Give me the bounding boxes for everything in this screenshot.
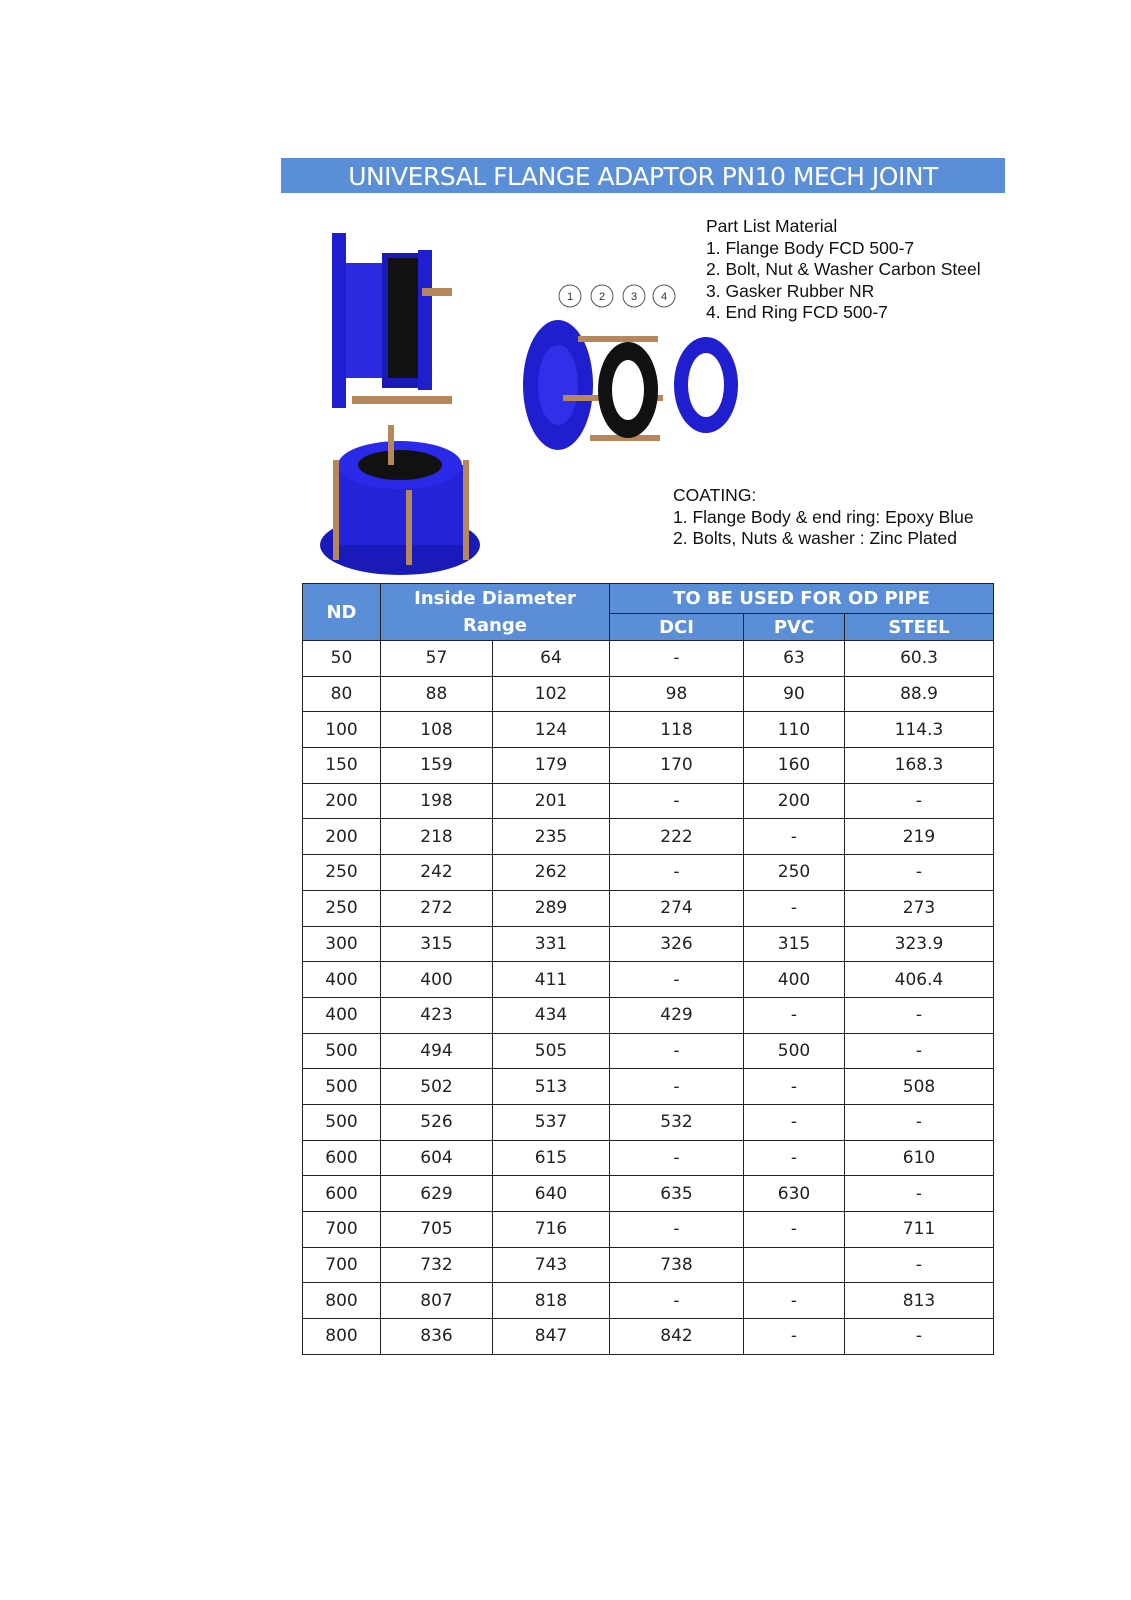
coating-item: 1. Flange Body & end ring: Epoxy Blue <box>673 506 974 527</box>
cell-pvc: - <box>744 1104 845 1140</box>
cell-id-max: 179 <box>493 748 610 784</box>
cell-steel: 60.3 <box>845 641 994 677</box>
cell-dci: - <box>610 1069 744 1105</box>
cell-pvc: - <box>744 1212 845 1248</box>
cell-id-min: 400 <box>381 962 493 998</box>
cell-pvc: 110 <box>744 712 845 748</box>
cell-id-max: 434 <box>493 997 610 1033</box>
cell-nd: 700 <box>303 1212 381 1248</box>
cell-pvc: 315 <box>744 926 845 962</box>
parts-list-heading: Part List Material <box>706 216 838 236</box>
cell-nd: 800 <box>303 1319 381 1355</box>
table-row <box>303 1319 994 1355</box>
header-steel: STEEL <box>845 614 994 641</box>
cell-pvc <box>744 1247 845 1283</box>
cell-pvc: - <box>744 1319 845 1355</box>
cell-id-min: 629 <box>381 1176 493 1212</box>
cell-dci: 429 <box>610 997 744 1033</box>
cell-pvc: 160 <box>744 748 845 784</box>
header-inside-diameter <box>381 584 610 641</box>
cell-id-min: 732 <box>381 1247 493 1283</box>
cell-dci: 98 <box>610 676 744 712</box>
parts-list-item: 4. End Ring FCD 500-7 <box>706 302 888 322</box>
table-row <box>303 1140 994 1176</box>
svg-text:4: 4 <box>660 291 668 303</box>
parts-list-item: 2. Bolt, Nut & Washer Carbon Steel <box>706 259 981 279</box>
cell-nd: 250 <box>303 855 381 891</box>
cell-pvc: - <box>744 1069 845 1105</box>
cell-nd: 50 <box>303 641 381 677</box>
cell-id-min: 88 <box>381 676 493 712</box>
cell-steel: - <box>845 1247 994 1283</box>
cell-pvc: 90 <box>744 676 845 712</box>
cell-pvc: - <box>744 1283 845 1319</box>
cell-pvc: 63 <box>744 641 845 677</box>
cell-id-max: 331 <box>493 926 610 962</box>
cell-id-max: 262 <box>493 855 610 891</box>
cell-dci: 635 <box>610 1176 744 1212</box>
cell-id-max: 505 <box>493 1033 610 1069</box>
cell-nd: 600 <box>303 1176 381 1212</box>
cell-pvc: 250 <box>744 855 845 891</box>
table-row <box>303 997 994 1033</box>
cell-pvc: 630 <box>744 1176 845 1212</box>
cell-dci: 222 <box>610 819 744 855</box>
cell-steel: 88.9 <box>845 676 994 712</box>
cell-dci: - <box>610 855 744 891</box>
header-od-pipe: TO BE USED FOR OD PIPE <box>610 584 994 614</box>
parts-list-item: 3. Gasker Rubber NR <box>706 280 875 301</box>
cell-steel: - <box>845 855 994 891</box>
flange-adaptor-assembled-image <box>318 420 483 578</box>
header-pvc: PVC <box>744 614 845 641</box>
cell-id-min: 272 <box>381 890 493 926</box>
cell-dci: - <box>610 783 744 819</box>
coating-list <box>673 485 974 550</box>
table-row <box>303 926 994 962</box>
cell-steel: 406.4 <box>845 962 994 998</box>
cell-steel: 711 <box>845 1212 994 1248</box>
cell-id-max: 818 <box>493 1283 610 1319</box>
cell-id-max: 847 <box>493 1319 610 1355</box>
header-inside-diameter-line1: Inside Diameter <box>414 588 576 609</box>
table-row <box>303 641 994 677</box>
cell-id-min: 198 <box>381 783 493 819</box>
cell-dci: 738 <box>610 1247 744 1283</box>
cell-id-min: 218 <box>381 819 493 855</box>
cell-id-max: 513 <box>493 1069 610 1105</box>
cell-id-min: 526 <box>381 1104 493 1140</box>
cell-id-min: 502 <box>381 1069 493 1105</box>
cell-nd: 200 <box>303 819 381 855</box>
cell-nd: 100 <box>303 712 381 748</box>
cell-steel: 813 <box>845 1283 994 1319</box>
cell-id-max: 411 <box>493 962 610 998</box>
cell-steel: - <box>845 1176 994 1212</box>
table-row <box>303 890 994 926</box>
parts-list <box>706 216 981 324</box>
svg-text:3: 3 <box>630 291 638 303</box>
cell-nd: 500 <box>303 1069 381 1105</box>
cell-dci: 274 <box>610 890 744 926</box>
cell-id-max: 235 <box>493 819 610 855</box>
parts-list-item: 1. Flange Body FCD 500-7 <box>706 237 915 258</box>
cell-pvc: - <box>744 890 845 926</box>
cell-pvc: 400 <box>744 962 845 998</box>
cell-dci: 842 <box>610 1319 744 1355</box>
cell-nd: 600 <box>303 1140 381 1176</box>
cell-steel: 273 <box>845 890 994 926</box>
table-row <box>303 1104 994 1140</box>
cell-steel: 219 <box>845 819 994 855</box>
cell-id-max: 64 <box>493 641 610 677</box>
cell-steel: - <box>845 1104 994 1140</box>
cell-id-max: 716 <box>493 1212 610 1248</box>
cell-id-max: 102 <box>493 676 610 712</box>
svg-text:1: 1 <box>566 291 574 303</box>
cell-id-min: 807 <box>381 1283 493 1319</box>
table-row <box>303 676 994 712</box>
coating-heading: COATING: <box>673 485 757 505</box>
cell-pvc: 200 <box>744 783 845 819</box>
cell-id-min: 705 <box>381 1212 493 1248</box>
cell-steel: 168.3 <box>845 748 994 784</box>
cell-id-min: 57 <box>381 641 493 677</box>
cell-steel: - <box>845 783 994 819</box>
cell-id-min: 315 <box>381 926 493 962</box>
cell-pvc: 500 <box>744 1033 845 1069</box>
cell-nd: 150 <box>303 748 381 784</box>
cell-id-max: 615 <box>493 1140 610 1176</box>
cell-steel: - <box>845 1319 994 1355</box>
cell-dci: 118 <box>610 712 744 748</box>
cell-nd: 400 <box>303 997 381 1033</box>
cell-id-max: 124 <box>493 712 610 748</box>
cell-id-max: 743 <box>493 1247 610 1283</box>
table-row <box>303 1176 994 1212</box>
svg-text:2: 2 <box>598 291 606 303</box>
cell-nd: 800 <box>303 1283 381 1319</box>
cell-pvc: - <box>744 819 845 855</box>
cell-id-max: 640 <box>493 1176 610 1212</box>
cell-nd: 300 <box>303 926 381 962</box>
table-row <box>303 748 994 784</box>
table-row <box>303 819 994 855</box>
cell-nd: 200 <box>303 783 381 819</box>
cell-id-min: 604 <box>381 1140 493 1176</box>
cell-id-min: 159 <box>381 748 493 784</box>
header-inside-diameter-line2: Range <box>463 615 527 636</box>
cell-pvc: - <box>744 997 845 1033</box>
header-dci: DCI <box>610 614 744 641</box>
cell-id-min: 836 <box>381 1319 493 1355</box>
cell-dci: - <box>610 1033 744 1069</box>
cell-pvc: - <box>744 1140 845 1176</box>
table-row <box>303 1033 994 1069</box>
cell-steel: 610 <box>845 1140 994 1176</box>
cell-steel: - <box>845 997 994 1033</box>
cell-nd: 250 <box>303 890 381 926</box>
cell-id-min: 494 <box>381 1033 493 1069</box>
cell-id-max: 289 <box>493 890 610 926</box>
cell-dci: - <box>610 1283 744 1319</box>
cell-id-max: 537 <box>493 1104 610 1140</box>
cell-id-max: 201 <box>493 783 610 819</box>
cell-id-min: 242 <box>381 855 493 891</box>
coating-item: 2. Bolts, Nuts & washer : Zinc Plated <box>673 528 958 548</box>
dimensions-table <box>302 583 994 1355</box>
cell-nd: 80 <box>303 676 381 712</box>
cell-dci: - <box>610 641 744 677</box>
cell-nd: 700 <box>303 1247 381 1283</box>
table-row <box>303 855 994 891</box>
cell-steel: 114.3 <box>845 712 994 748</box>
cell-id-min: 108 <box>381 712 493 748</box>
table-row <box>303 1283 994 1319</box>
table-row <box>303 712 994 748</box>
cell-steel: 508 <box>845 1069 994 1105</box>
page-title: UNIVERSAL FLANGE ADAPTOR PN10 MECH JOINT <box>281 158 1005 193</box>
cell-id-min: 423 <box>381 997 493 1033</box>
cell-steel: 323.9 <box>845 926 994 962</box>
cell-dci: - <box>610 962 744 998</box>
cell-nd: 400 <box>303 962 381 998</box>
table-row <box>303 962 994 998</box>
cell-nd: 500 <box>303 1104 381 1140</box>
cell-dci: 170 <box>610 748 744 784</box>
table-row <box>303 1069 994 1105</box>
cell-dci: 326 <box>610 926 744 962</box>
table-row <box>303 1247 994 1283</box>
cell-nd: 500 <box>303 1033 381 1069</box>
cell-steel: - <box>845 1033 994 1069</box>
cell-dci: 532 <box>610 1104 744 1140</box>
cell-dci: - <box>610 1212 744 1248</box>
table-row <box>303 1212 994 1248</box>
header-nd: ND <box>303 584 381 641</box>
table-row <box>303 783 994 819</box>
cell-dci: - <box>610 1140 744 1176</box>
flange-adaptor-section-image <box>322 228 462 413</box>
